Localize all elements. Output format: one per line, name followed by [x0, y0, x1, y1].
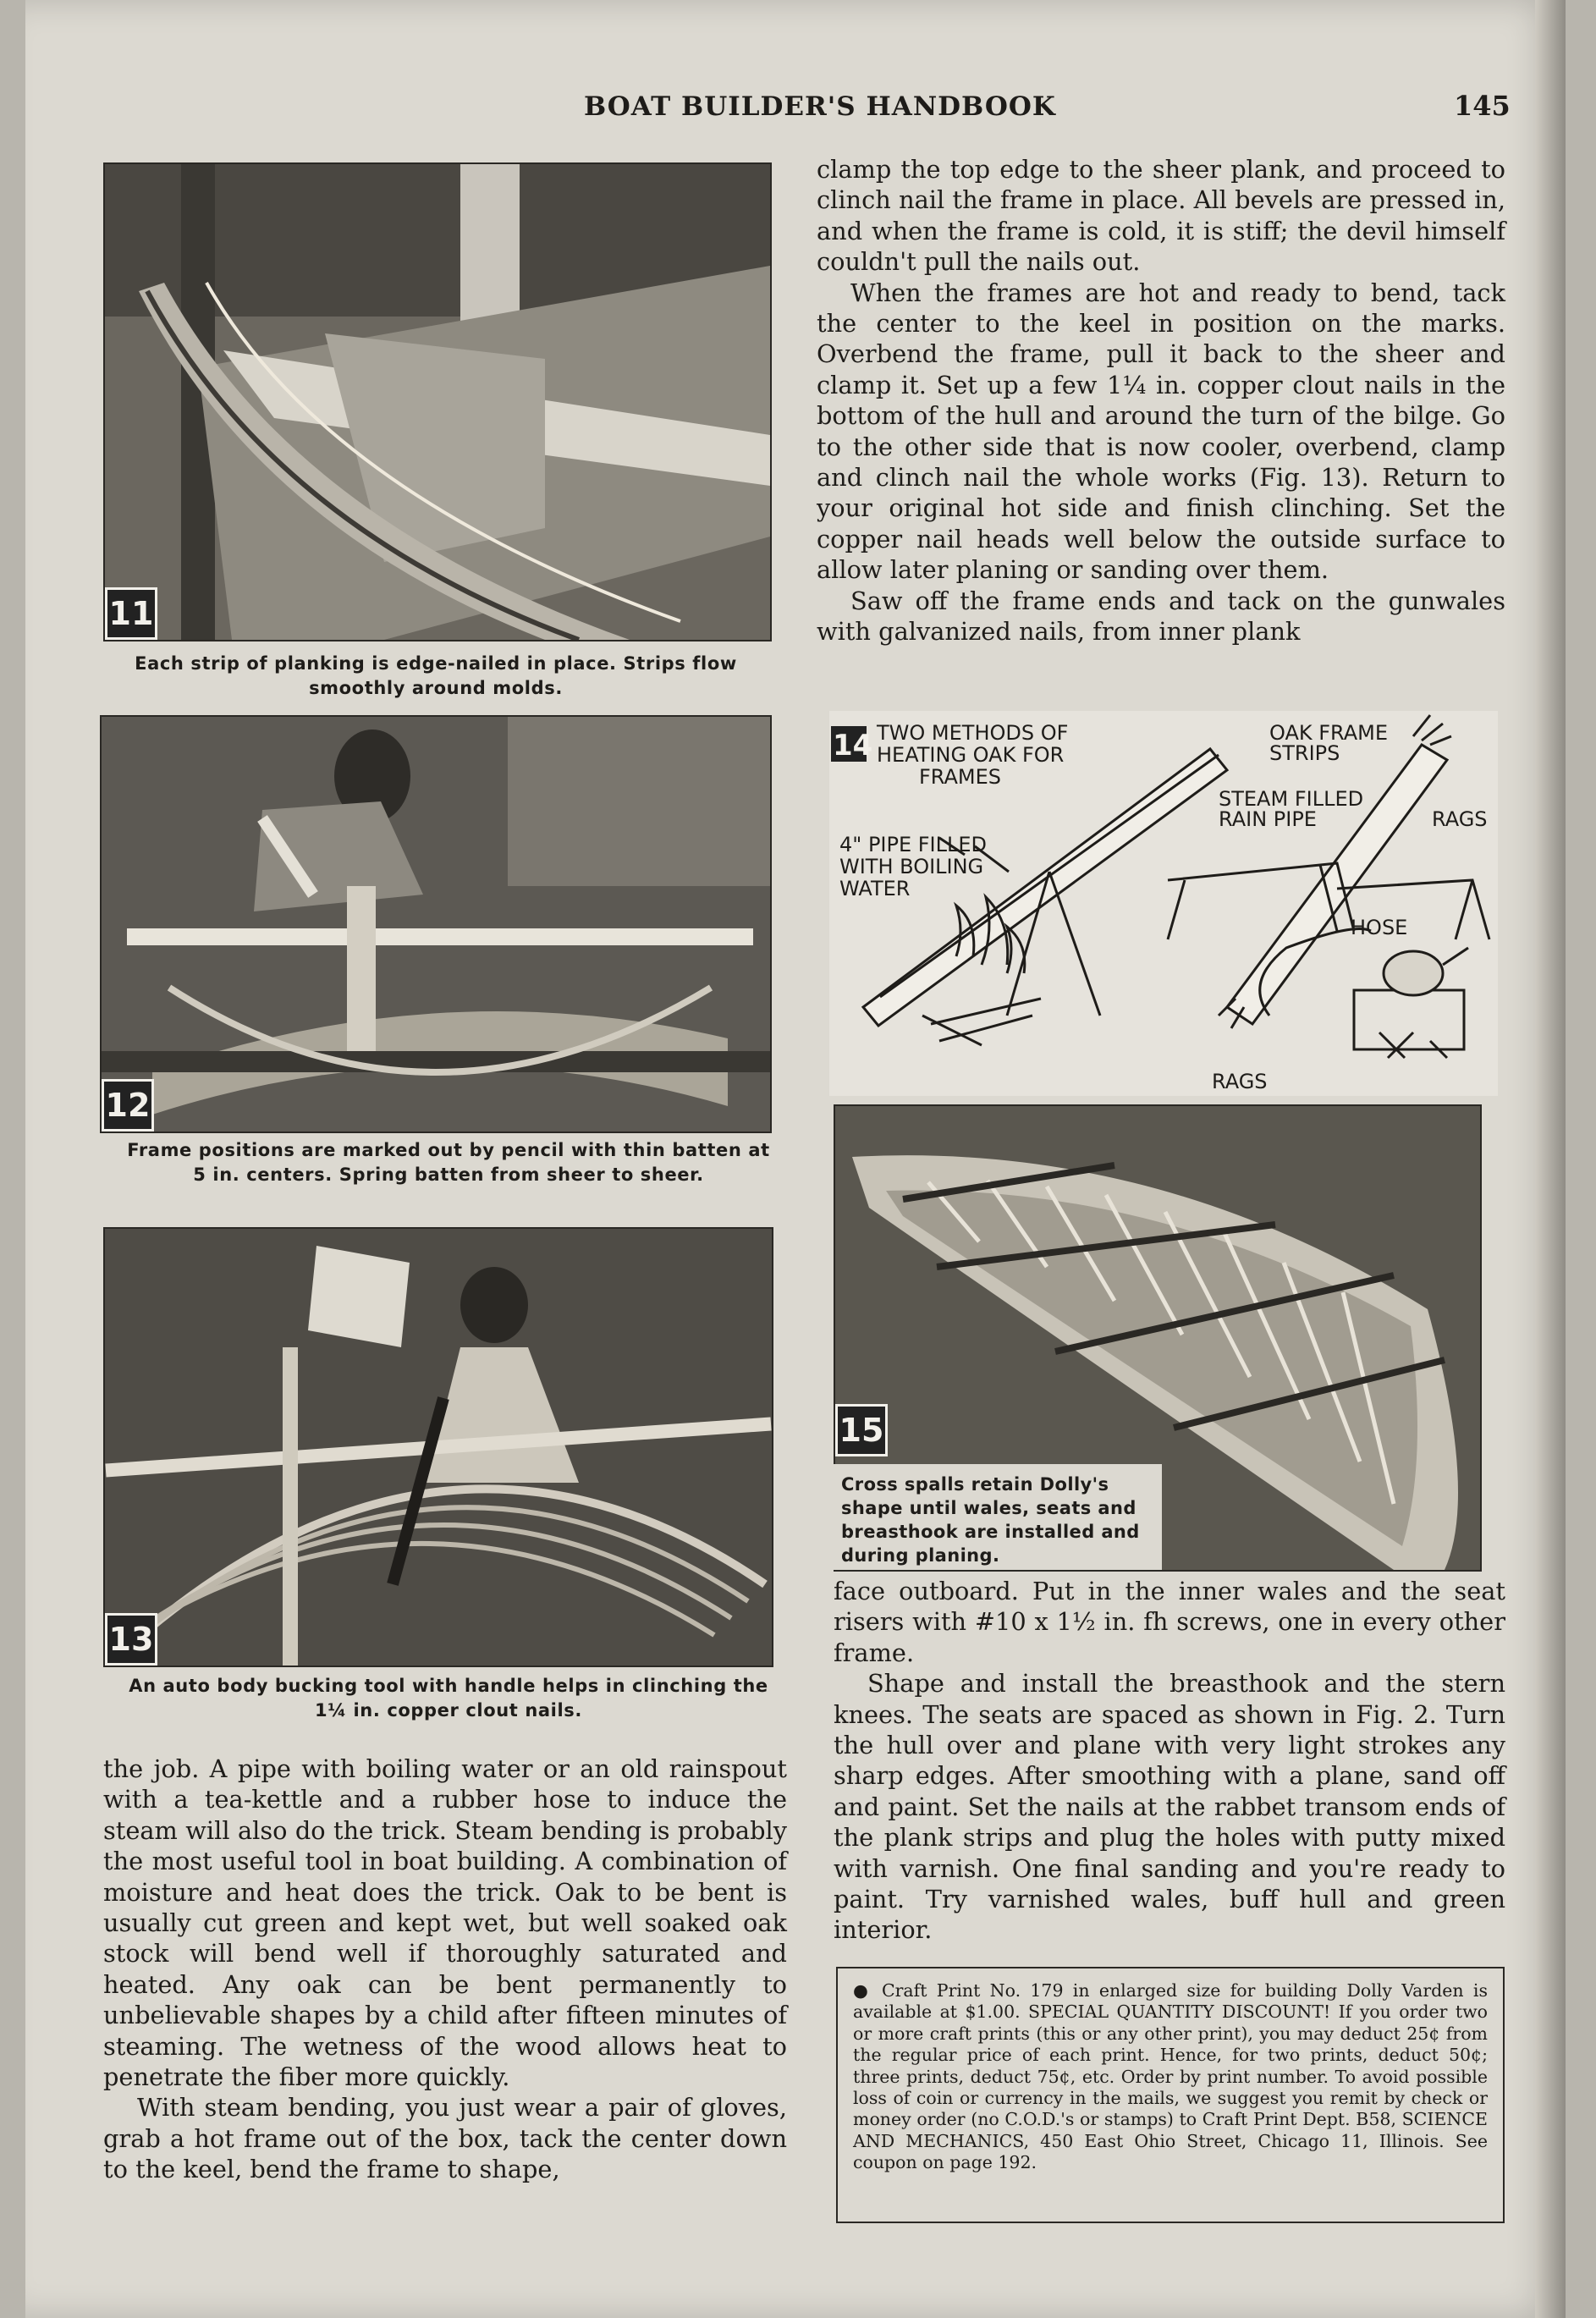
left-column-body-text: [103, 1754, 787, 2185]
figure-14-title-line-2: HEATING OAK FOR: [877, 743, 1065, 767]
clinching-photo-illustration: [105, 1229, 772, 1666]
right-column-body-text-top: [817, 154, 1505, 647]
page-number: 145: [1454, 90, 1511, 122]
right-paragraph-3: Saw off the frame ends and tack on the gunwales with galvanized nails, from inner plank: [817, 586, 1505, 647]
label-oak-frame-strips-2: STRIPS: [1269, 741, 1340, 765]
planking-photo-illustration: [105, 164, 770, 640]
craft-print-notice-box: ● Craft Print No. 179 in enlarged size for building Dolly Varden is available at $1.00. SPECIAL QUANTITY DISCOUNT! If you order two or more craft prints (this or any other print), you may deduct 25¢ from the regular price of each print. Hence, for two prints, deduct 50¢; three prints, deduct 75¢, etc. Order by print number. To avoid possible loss of coin or currency in the mails, we suggest you remit by check or money order (no C.O.D.'s or stamps) to Craft Print Dept. B58, SCIENCE AND MECHANICS, 450 East Ohio Street, Chicago 11, Illinois. See coupon on page 192.: [836, 1967, 1505, 2223]
label-rags-bottom: RAGS: [1212, 1070, 1268, 1093]
label-pipe-boiling-1: 4" PIPE FILLED: [839, 833, 988, 856]
left-paragraph-1: the job. A pipe with boiling water or an old rainspout with a tea-kettle and a rubber hose to induce the steam will also do the trick. Steam bending is probably the most useful tool in boat building. A combination of moisture and heat does the trick. Oak to be bent is usually cut green and kept wet, but well soaked oak stock will bend well if thoroughly saturated and heated. Any oak can be bent permanently to unbelievable shapes by a child after fifteen minutes of steaming. The wetness of the wood allows heat to penetrate the fiber more quickly.: [103, 1754, 787, 2092]
figure-12-photo: [100, 715, 772, 1133]
figure-14-title-line-3: FRAMES: [919, 765, 1002, 789]
figure-15-badge: 15: [835, 1404, 888, 1456]
figure-11-caption: Each strip of planking is edge-nailed in place. Strips flow smoothly around molds.: [135, 653, 737, 698]
figure-13-photo: [103, 1227, 773, 1667]
figure-14-badge: 14: [833, 729, 873, 763]
right-paragraph-4: face outboard. Put in the inner wales and the seat risers with #10 x 1½ in. fh screws, one in every other frame.: [834, 1577, 1505, 1667]
left-paragraph-2: With steam bending, you just wear a pair of gloves, grab a hot frame out of the box, tack the center down to the keel, bend the frame to shape,: [103, 2093, 787, 2184]
figure-11-badge: 11: [105, 587, 157, 640]
right-column-body-text-bottom: [834, 1576, 1505, 1946]
figure-13-badge: 13: [105, 1613, 157, 1666]
pipe-over-fire-drawing: [863, 749, 1227, 1045]
label-pipe-boiling-3: WATER: [839, 877, 911, 900]
figure-11-photo: [103, 162, 772, 641]
label-pipe-boiling-2: WITH BOILING: [839, 855, 984, 878]
frame-marking-photo-illustration: [102, 717, 770, 1131]
oak-heating-methods-drawing: [829, 711, 1498, 1096]
figure-12-badge: 12: [102, 1079, 154, 1131]
figure-15-caption: Cross spalls retain Dolly's shape until wales, seats and breasthook are installed and during planing.: [829, 1464, 1162, 1570]
right-paragraph-5: Shape and install the breasthook and the stern knees. The seats are spaced as shown in Fig. 2. Turn the hull over and plane with very light strokes any sharp edges. After smoothing with a plane, sand off and paint. Set the nails at the rabbet transom ends of the plank strips and plug the holes with putty mixed with varnish. One final sanding and you're ready to paint. Try varnished wales, buff hull and green interior.: [834, 1669, 1505, 1945]
label-rags-top: RAGS: [1432, 807, 1488, 831]
figure-14-title-line-1: TWO METHODS OF: [877, 721, 1069, 745]
running-header: BOAT BUILDER'S HANDBOOK: [584, 91, 1056, 122]
figure-12-caption: Frame positions are marked out by pencil with thin batten at 5 in. centers. Spring batten from sheer to sheer.: [127, 1140, 770, 1185]
right-paragraph-2: When the frames are hot and ready to bend, tack the center to the keel in position on the marks. Overbend the frame, pull it back to the sheer and clamp it. Set up a few 1¼ in. copper clout nails in the bottom of the hull and around the turn of the bilge. Go to the other side that is now cooler, overbend, clamp and clinch nail the whole works (Fig. 13). Return to your original hot side and finish clinching. Set the copper nail heads well below the outside surface to allow later planing or sanding over them.: [817, 278, 1505, 585]
label-steam-rain-pipe-2: RAIN PIPE: [1219, 807, 1317, 831]
page-spine-shadow: [1535, 0, 1566, 2318]
figure-14-diagram: [829, 711, 1498, 1096]
book-page: [25, 0, 1566, 2318]
label-hose: HOSE: [1351, 916, 1408, 939]
label-oak-frame-strips-1: OAK FRAME: [1269, 721, 1389, 745]
label-steam-rain-pipe-1: STEAM FILLED: [1219, 787, 1364, 811]
right-paragraph-1: clamp the top edge to the sheer plank, and proceed to clinch nail the frame in place. All bevels are pressed in, and when the frame is cold, it is stiff; the devil himself couldn't pull the nails out.: [817, 155, 1505, 277]
figure-13-caption: An auto body bucking tool with handle helps in clinching the 1¼ in. copper clout nails.: [129, 1676, 768, 1721]
